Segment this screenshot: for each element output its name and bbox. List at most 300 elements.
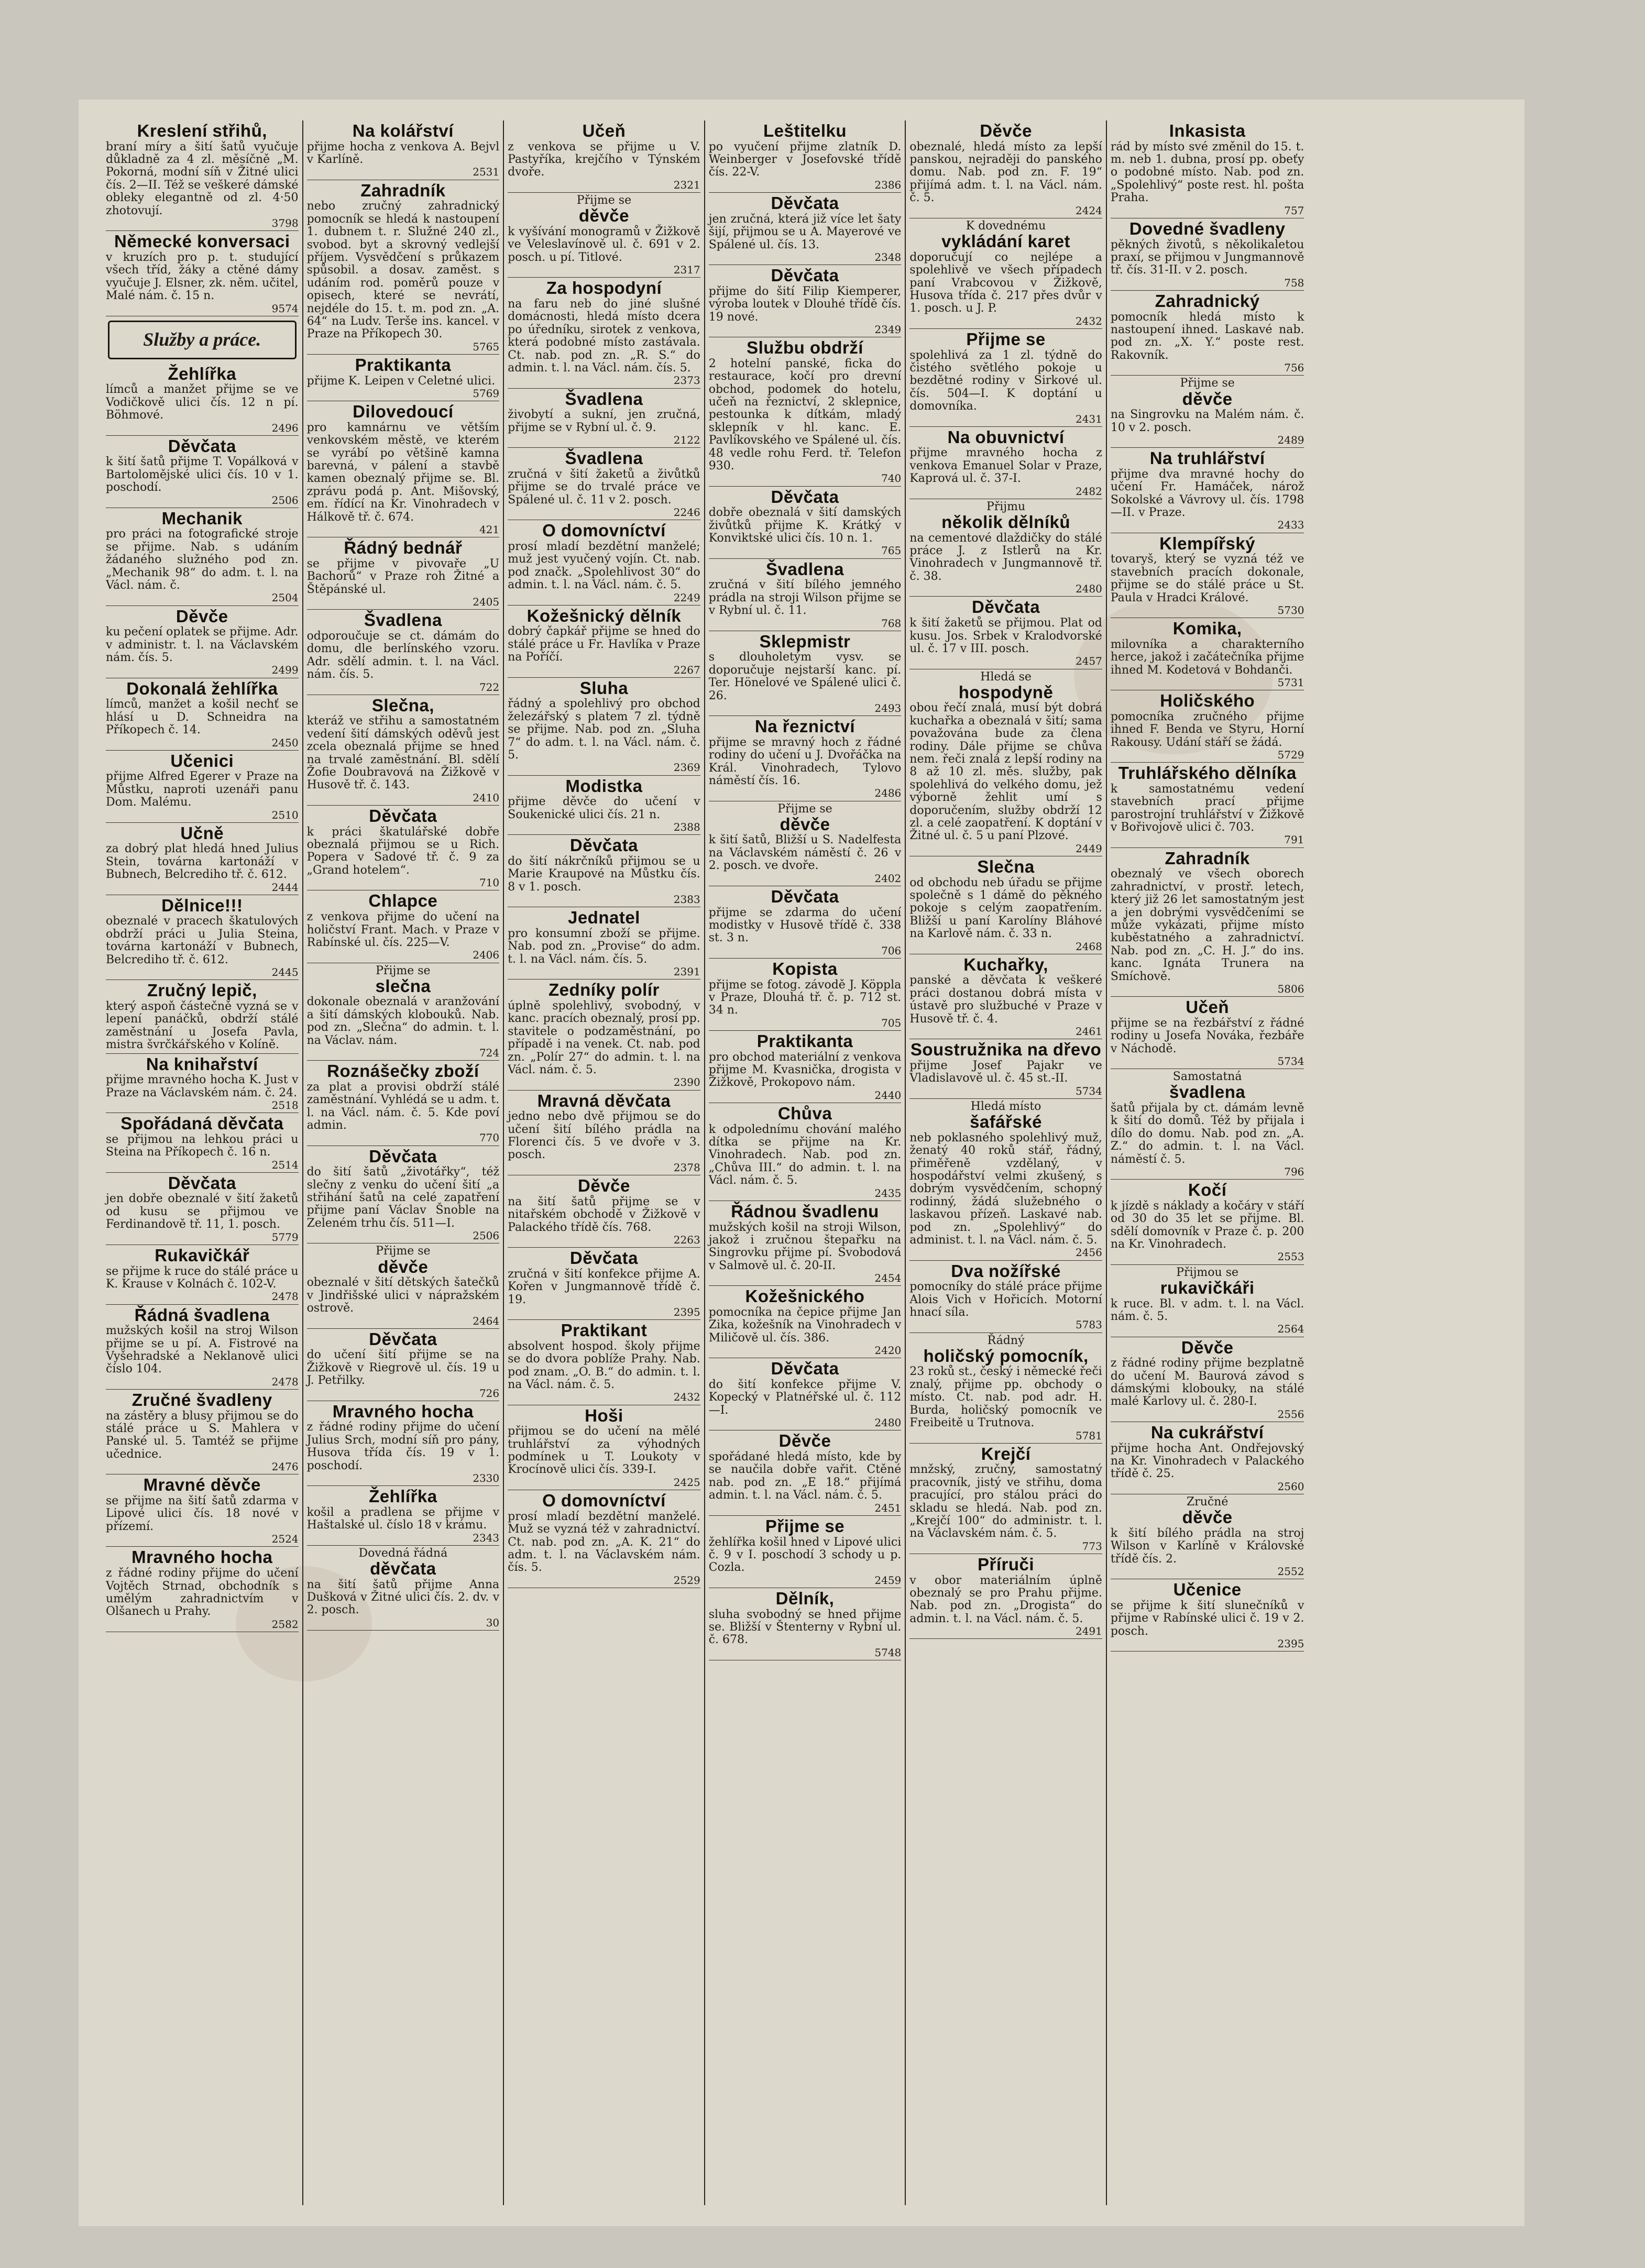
ad-number: 2263 bbox=[673, 1233, 700, 1246]
ad-title: Krejčí bbox=[981, 1444, 1031, 1463]
ad-title: děvče bbox=[1182, 389, 1233, 409]
ad-pretitle: Přijme se bbox=[376, 964, 431, 977]
classified-ad bbox=[508, 1405, 700, 1490]
classified-ad bbox=[909, 499, 1102, 597]
ad-pretitle: Přijme se bbox=[376, 1245, 431, 1258]
ad-text: límců, manžet a košil nechť se hlásí u D. Schneidra na Příkopech č. 14. bbox=[106, 698, 299, 737]
column-4 bbox=[705, 120, 906, 2205]
ad-text: za plat a provisi obdrží stálé zaměstnání. Vyhlédá se u adm. t. l. na Václ. nám. č. 5. Kde poví admin. bbox=[306, 1080, 500, 1132]
ad-pretitle: Přijme se bbox=[576, 194, 632, 207]
ad-text: dokonale obeznalá v aranžování a šití dámských klobouků. Nab. pod zn. „Slečna“ do admin. t. l. na Václav. nám. bbox=[306, 995, 500, 1047]
classified-ad bbox=[909, 1099, 1102, 1261]
ad-number: 2480 bbox=[874, 1416, 902, 1429]
ad-text: pomocník hledá místo k nastoupení ihned. Laskavé nab. pod zn. „X. Y.“ poste rest. Rakovník. bbox=[1110, 310, 1304, 362]
ad-number: 2556 bbox=[1277, 1407, 1304, 1421]
ad-text: přijme se na řezbářství z řádné rodiny u Josefa Nováka, řezbáře v Náchodě. bbox=[1110, 1016, 1304, 1055]
ad-title: Zahradník bbox=[360, 180, 446, 200]
ad-number: 2518 bbox=[271, 1098, 299, 1111]
ad-number: 2431 bbox=[1075, 412, 1102, 425]
ad-text: v obor materiálním úplně obeznalý se pro Prahu přijme. Nab. pod zn. „Drogista“ do admin. t. l. na Václ. nám. č. 5. bbox=[909, 1573, 1102, 1625]
ad-number: 2445 bbox=[271, 966, 299, 979]
ad-text: pro práci na fotografické stroje se přijme. Nab. s udáním žádaného služného pod zn. „Mechanik 98“ do adm. t. l. na Václ. nám. č. bbox=[106, 527, 299, 592]
classified-ad bbox=[909, 1261, 1102, 1333]
ad-number: 9574 bbox=[271, 302, 299, 315]
ad-text: na Singrovku na Malém nám. č. 10 v 2. posch. bbox=[1110, 408, 1304, 434]
classified-ad bbox=[307, 610, 500, 695]
ad-title: Rukavičkář bbox=[155, 1245, 250, 1265]
classified-ad bbox=[909, 218, 1102, 329]
ad-title: Komika, bbox=[1172, 619, 1242, 638]
ad-number: 2321 bbox=[673, 178, 700, 191]
ad-text: prosí mladí bezdětní manželé; muž jest vyučený vojín. Ct. nab. pod značk. „Spolehlivost 30“ do admin. t. l. na Václ. nám. č. 5. bbox=[508, 540, 700, 592]
ad-title: Příruči bbox=[978, 1554, 1035, 1574]
ad-number: 2461 bbox=[1075, 1025, 1102, 1038]
ad-title: Holičského bbox=[1160, 691, 1255, 711]
ad-text: 2 hotelní panské, ficka do restaurace, kočí pro drevní obchod, podomek do hotelu, učeň na řeznictví, 2 sklepnice, pestounka k dítkám, mladý sklepník v hl. kanc. E. Pavlíkovského ve Spálené ul. čís. 48 vedle rohu Ferd. tř. Telefon 930. bbox=[708, 357, 902, 473]
ad-number: 2582 bbox=[271, 1617, 299, 1631]
ad-number: 2405 bbox=[473, 596, 500, 609]
ad-text: jen zručná, která již více let šaty šijí, přijmou se u A. Mayerové ve Spálené ul. čís. 13. bbox=[708, 212, 902, 251]
ad-title: Žehlířka bbox=[369, 1487, 437, 1506]
ad-title: Děvčata bbox=[369, 1146, 437, 1166]
ad-text: obeznalé v pracech škatulových obdrží práci u Julia Steina, továrna kartonáží v Bubnech, Belcrediho tř. č. 612. bbox=[106, 915, 299, 966]
ad-text: přijme Josef Pajakr ve Vladislavově ul. č. 45 st.-II. bbox=[909, 1059, 1102, 1085]
ad-number: 770 bbox=[479, 1131, 500, 1144]
ad-number: 756 bbox=[1284, 361, 1304, 375]
ad-title: děvče bbox=[578, 206, 629, 226]
ad-title: Jednatel bbox=[567, 908, 640, 928]
ad-text: na šití šatů přijme Anna Dušková v Žitné ulici čís. 2. dv. v 2. posch. bbox=[306, 1578, 500, 1617]
ad-number: 2432 bbox=[673, 1391, 700, 1404]
ad-number: 2553 bbox=[1277, 1250, 1304, 1263]
ad-text: přijme do šití Filip Kiemperer, výroba loutek v Dlouhé třídě čís. 19 nové. bbox=[708, 284, 902, 324]
classified-ad bbox=[909, 1039, 1102, 1099]
ad-title: Kopista bbox=[772, 959, 838, 978]
classified-ad bbox=[307, 806, 500, 890]
ad-number: 2383 bbox=[673, 893, 700, 906]
ad-number: 2454 bbox=[874, 1272, 902, 1285]
classified-ad bbox=[709, 265, 902, 337]
ad-text: přijme hocha Ant. Ondřejovský na Kr. Vinohradech v Palackého třídě č. 25. bbox=[1110, 1441, 1304, 1481]
ad-number: 2493 bbox=[874, 701, 902, 714]
ad-title: Děvčata bbox=[369, 806, 437, 826]
ad-number: 5734 bbox=[1075, 1084, 1102, 1097]
ad-number: 2249 bbox=[673, 591, 700, 604]
ad-pretitle: Řádný bbox=[987, 1334, 1025, 1347]
ad-number: 2552 bbox=[1277, 1565, 1304, 1578]
ad-text: kteráž ve střihu a samostatném vedení šití dámských oděvů jest zcela obeznalá přijme se hned na trvalé zaměstnání. Bl. sdělí Žofie Doubravová na Žižkově v Husově tř. č. 143. bbox=[306, 714, 500, 792]
ad-title: Děvčata bbox=[569, 835, 638, 855]
classified-ad bbox=[909, 597, 1102, 669]
ad-title: O domovníctví bbox=[542, 521, 666, 541]
ad-number: 2499 bbox=[271, 664, 299, 677]
ad-number: 2425 bbox=[673, 1476, 700, 1489]
ad-text: šatů přijala by ct. dámám levně k šití do domů. Též by přijala i dílo do domu. Nab. pod zn. „A. Z.“ do admin. t. l. na Václ. náměstí č. 5. bbox=[1110, 1102, 1304, 1166]
ad-text: obou řečí znalá, musí být dobrá kuchařka a obeznalá v šití; sama považována bude za člena rodiny. Dále přijme se chůva nem. řeči znalá z lepší rodiny na 8 až 10 zl. měs. služby, pak spolehlivá do velkého domu, jež výborně žehlit umí s doporučením, služby obdrží 12 zl. a celé zaopatření. K doptání v Žitné ul. č. 5 u paní Plzové. bbox=[909, 701, 1102, 843]
ad-number: 2468 bbox=[1075, 940, 1102, 953]
ad-text: z venkova se přijme u V. Pastyříka, krejčího v Týnském dvoře. bbox=[508, 140, 700, 179]
ad-title: Modistka bbox=[565, 776, 643, 796]
classified-ad bbox=[307, 120, 500, 180]
ad-title: hospodyně bbox=[958, 682, 1054, 702]
ad-text: rád by místo své změnil do 15. t. m. neb 1. dubna, prosí pp. obeťy o podobné místo. Nab. pod zn. „Spolehlivý“ poste rest. hl. pošta Praha. bbox=[1110, 140, 1304, 205]
ad-text: přijme se zdarma do učení modistky v Husově třídě č. 338 st. 3 n. bbox=[708, 906, 902, 945]
classified-ad bbox=[106, 508, 299, 606]
ad-number: 726 bbox=[479, 1386, 500, 1400]
ad-title: Děvče bbox=[980, 121, 1032, 140]
ad-text: k odpolednímu chování malého dítka se přijme na Kr. Vinohradech. Nab. pod zn. „Chůva III.“ do admin. t. l. na Václ. nám. č. 5. bbox=[708, 1122, 902, 1187]
ad-title: Děvčata bbox=[569, 1248, 638, 1268]
ad-text: který aspoň částečně vyzná se v lepení panáčků, obdrží stálé zaměstnání u Josefa Pavla, mistra švrčkářského v Kolíně. bbox=[106, 999, 299, 1052]
ad-number: 2348 bbox=[874, 250, 902, 263]
ad-text: pomocníka zručného přijme ihned F. Benda ve Styru, Horní Rakousy. Udání stáří se žádá. bbox=[1110, 710, 1304, 749]
ad-pretitle: Hledá se bbox=[980, 670, 1032, 684]
ad-text: úplně spolehlivý, svobodný, v kanc. pracích obeznalý, prosí pp. stavitele o podzaměstnání, po případě i na venek. Ct. nab. pod zn. „Polír 27“ do admin. t. l. na Václ. nám. č. 5. bbox=[508, 999, 700, 1076]
section-heading: Služby a práce. bbox=[108, 321, 297, 359]
classified-ad bbox=[508, 605, 700, 678]
ad-title: Inkasista bbox=[1169, 121, 1246, 140]
ad-pretitle: K dovednému bbox=[966, 219, 1046, 233]
ad-number: 2459 bbox=[874, 1573, 902, 1587]
ad-number: 768 bbox=[881, 616, 902, 630]
ad-text: se přijmou na lehkou práci u Steina na Příkopech č. 16 n. bbox=[106, 1132, 299, 1159]
classified-ad bbox=[508, 1320, 700, 1405]
ad-number: 710 bbox=[479, 876, 500, 889]
ad-text: zručná v šití bílého jemného prádla na stroji Wilson přijme se v Rybní ul. č. 11. bbox=[708, 578, 902, 618]
classified-ad bbox=[709, 631, 902, 716]
ad-title: Sluha bbox=[579, 678, 629, 698]
classified-ad bbox=[1111, 120, 1304, 218]
ad-number: 3798 bbox=[271, 217, 299, 230]
classified-ad bbox=[1111, 1422, 1304, 1494]
ad-text: pro obchod materiální z venkova přijme M. Kvasnička, drogista v Žižkově, Prokopovo nám. bbox=[708, 1050, 902, 1089]
classified-ad bbox=[508, 389, 700, 448]
ad-pretitle: Samostatná bbox=[1172, 1070, 1242, 1084]
classified-ad bbox=[508, 907, 700, 979]
ad-text: dobře obeznalá v šití damských živůtků přijme K. Krátký v Konviktské ulici čís. 10 n. 1. bbox=[708, 506, 902, 545]
ad-title: Truhlářského dělníka bbox=[1118, 763, 1297, 783]
ad-text: přijme Alfred Egerer v Praze na Můstku, naproti uzenáři panu Dom. Malému. bbox=[106, 770, 299, 809]
ad-number: 2531 bbox=[473, 166, 500, 179]
ad-title: Na obuvnictví bbox=[947, 427, 1065, 447]
ad-text: přijme se mravný hoch z řádné rodiny do učení u J. Dvořáčka na Král. Vinohradech, Tylovo náměstí čís. 16. bbox=[708, 735, 902, 788]
ad-number: 2373 bbox=[673, 374, 700, 387]
ad-title: Děvčata bbox=[168, 1173, 236, 1193]
ad-text: pro kamnárnu ve větším venkovském městě, ve kterém se vyrábí po většině kamna barevná, v pálení a stavbě kamen obeznalý přijme se. Bl. zprávu podá p. Ant. Mišovský, em. řídící na Kr. Vinohradech v Hálkově tř. č. 674. bbox=[306, 421, 500, 524]
ad-number: 2504 bbox=[271, 591, 299, 604]
ad-number: 2122 bbox=[673, 434, 700, 446]
ad-number: 2317 bbox=[673, 263, 700, 277]
ad-number: 5731 bbox=[1277, 676, 1304, 689]
ad-number: 2529 bbox=[673, 1573, 700, 1587]
classified-ad bbox=[508, 1248, 700, 1320]
classified-ad bbox=[709, 959, 902, 1031]
classified-ad bbox=[709, 886, 902, 959]
ad-text: k šití šatů, Bližší u S. Nadelfesta na Václavském náměstí č. 26 v 2. posch. ve dvoře. bbox=[708, 833, 902, 873]
classified-ad bbox=[106, 1547, 299, 1632]
ad-text: se přijme k šití slunečníků v přijme v Rabínské ulici č. 19 v 2. posch. bbox=[1110, 1599, 1304, 1638]
ad-number: 2450 bbox=[271, 736, 299, 749]
classified-ad bbox=[307, 1243, 500, 1328]
ad-text: do šití nákrčníků přijmou se u Marie Kraupové na Můstku čís. 8 v 1. posch. bbox=[508, 854, 700, 894]
ad-number: 2406 bbox=[473, 949, 500, 962]
classified-ad bbox=[909, 954, 1102, 1039]
classified-ad bbox=[1111, 448, 1304, 533]
ad-title: Řádný bednář bbox=[344, 538, 463, 558]
ad-number: 2246 bbox=[673, 506, 700, 519]
ad-number: 30 bbox=[486, 1616, 500, 1629]
ad-text: přijmou se do učení na mělé truhlářství za výhodných podmínek u T. Loukoty v Krocínově ulici čís. 339-I. bbox=[508, 1425, 700, 1477]
ad-number: 2433 bbox=[1277, 519, 1304, 532]
ad-number: 5781 bbox=[1075, 1429, 1102, 1442]
ad-number: 2482 bbox=[1075, 485, 1102, 498]
ad-title: Německé konversaci bbox=[114, 232, 290, 251]
ad-title: holičský pomocník, bbox=[923, 1346, 1089, 1366]
ad-title: Děvčata bbox=[771, 266, 839, 285]
ad-number: 706 bbox=[881, 944, 902, 957]
ad-number: 5765 bbox=[473, 340, 500, 353]
ad-title: rukavičkáři bbox=[1160, 1278, 1255, 1297]
ad-title: Kožešnického bbox=[745, 1286, 865, 1306]
classified-ad bbox=[709, 801, 902, 886]
ad-text: k šití bílého prádla na stroj Wilson v Karlíně v Královské třídě čís. 2. bbox=[1110, 1526, 1304, 1566]
ad-title: Za hospodyní bbox=[546, 278, 662, 298]
ad-title: Děvčata bbox=[168, 436, 236, 456]
classified-ad bbox=[106, 364, 299, 436]
ad-number: 2388 bbox=[673, 821, 700, 834]
ad-text: mnžský, zručný, samostatný pracovník, jistý ve střihu, doma pracující, pro stálou práci do skladu se hledá. Nab. pod zn. „Krejčí 100“ do administr. t. l. na Václavském nám. č. 5. bbox=[909, 1463, 1102, 1540]
ad-title: Kožešnický dělník bbox=[527, 605, 682, 625]
ad-title: Dovedné švadleny bbox=[1129, 218, 1286, 238]
ad-title: Sklepmistr bbox=[759, 631, 851, 651]
classified-ad bbox=[709, 1103, 902, 1201]
ad-text: ku pečení oplatek se přijme. Adr. v administr. t. l. na Václavském nám. čís. 5. bbox=[106, 625, 299, 665]
ad-title: Klempířský bbox=[1159, 533, 1256, 553]
ad-title: Leštitelku bbox=[763, 121, 847, 140]
ad-number: 5783 bbox=[1075, 1318, 1102, 1331]
ad-title: Učenice bbox=[1173, 1580, 1242, 1600]
ad-number: 740 bbox=[881, 472, 902, 485]
classified-ad bbox=[106, 1113, 299, 1173]
ad-text: žehlířka košil hned v Lipové ulici č. 9 v I. poschodí 3 schody u p. Cozla. bbox=[708, 1535, 902, 1575]
ad-number: 2491 bbox=[1075, 1625, 1102, 1638]
ad-title: Děvčata bbox=[972, 597, 1040, 617]
classified-ad bbox=[307, 537, 500, 610]
ad-text: odporoučuje se ct. dámám do domu, dle berlínského vzoru. Adr. sdělí admin. t. l. na Václ. nám. čís. 5. bbox=[306, 629, 500, 681]
ad-title: Kreslení střihů, bbox=[137, 121, 267, 140]
ad-number: 2456 bbox=[1075, 1246, 1102, 1259]
classified-ad bbox=[307, 355, 500, 401]
classified-ad bbox=[106, 1305, 299, 1390]
classified-ad bbox=[307, 890, 500, 963]
ad-text: nebo zručný zahradnický pomocník se hledá k nastoupení 1. dubnem t. r. Služné 240 zl., svobod. byt a skrovný vedlejší příjem. Vysvědčení s průkazem spůsobil. a dosav. zaměst. s udáním rod. poměrů pouze v opisech, které se nevrátí, nejdéle do 15. t. m. pod zn. „A. 64“ na Ludv. Terše ins. kancel. v Praze na Příkopech 30. bbox=[306, 200, 500, 341]
ad-title: Hoši bbox=[585, 1405, 623, 1425]
ad-title: Děvče bbox=[578, 1176, 630, 1196]
ad-pretitle: Hledá místo bbox=[970, 1099, 1041, 1113]
ad-title: Zahradník bbox=[1165, 848, 1250, 868]
classified-ad bbox=[1111, 848, 1304, 997]
ad-text: neb poklasného spolehlivý muž, ženatý 40 roků stář, řádný, přiměřeně vzdělaný, v hospodářství velmi zkušený, s dobrým vysvědčením, schopný rodinný, žádá služebného o laskavou přízeň. Laskavé nab. pod zn. „Spolehlivý“ do administ. t. l. na Václ. nám. č. 5. bbox=[909, 1131, 1102, 1247]
classified-ad bbox=[1111, 997, 1304, 1069]
ad-number: 2510 bbox=[271, 808, 299, 821]
ad-number: 5729 bbox=[1277, 748, 1304, 761]
ad-number: 2395 bbox=[1277, 1637, 1304, 1650]
ad-text: milovníka a charakterního herce, jakož i začátečníka přijme ihned M. Kodetová v Bohdanči. bbox=[1110, 637, 1304, 677]
ad-number: 705 bbox=[881, 1016, 902, 1029]
classified-ad bbox=[709, 716, 902, 801]
ad-text: na faru neb do jiné slušné domácnosti, hledá místo dcera po úředníku, sirotek z venkova, která podobné místo zastávala. Ct. nab. pod zn. „R. S.“ do admin. t. l. na Václ. nám. čís. 5. bbox=[508, 297, 700, 375]
ad-text: k ruce. Bl. v adm. t. l. na Václ. nám. č. 5. bbox=[1110, 1297, 1304, 1323]
classified-ad bbox=[508, 120, 700, 193]
ad-text: řádný a spolehlivý pro obchod železářský s platem 7 zl. týdně se přijme. Nab. pod zn. „Sluha 7“ do adm. t. l. na Václ. nám. č. 5. bbox=[508, 697, 700, 762]
ad-number: 2391 bbox=[673, 965, 700, 978]
ad-text: na cementové dlaždičky do stálé práce J. z Istlerů na Kr. Vinohradech v Jungmannově tř. č. 38. bbox=[909, 531, 1102, 583]
ad-number: 765 bbox=[881, 544, 902, 557]
ad-number: 2514 bbox=[271, 1158, 299, 1171]
ad-number: 2451 bbox=[874, 1501, 902, 1514]
ad-text: spořádané hledá místo, kde by se naučila dobře vařit. Ctěné nab. pod zn. „E 18.“ přijímá admin. t. l. na Václ. nám. č. 5. bbox=[708, 1450, 902, 1502]
classified-ad bbox=[709, 1201, 902, 1286]
classified-ad bbox=[909, 856, 1102, 954]
classified-ad bbox=[909, 1333, 1102, 1444]
ad-number: 2390 bbox=[673, 1076, 700, 1089]
ad-title: děvče bbox=[780, 814, 830, 834]
classified-ad bbox=[307, 1486, 500, 1546]
classified-ad bbox=[508, 1091, 700, 1175]
ad-number: 2330 bbox=[473, 1472, 500, 1485]
classified-ad bbox=[508, 1490, 700, 1588]
ad-title: Praktikanta bbox=[355, 355, 452, 375]
classified-ad bbox=[508, 835, 700, 907]
classified-ad bbox=[106, 1390, 299, 1474]
ad-title: Děvčata bbox=[771, 193, 839, 213]
ad-text: zručná v šití žaketů a živůtků přijme se do trvalé práce ve Spálené ul. č. 11 v 2. posch. bbox=[508, 467, 700, 507]
classified-ad bbox=[1111, 376, 1304, 448]
ad-number: 773 bbox=[1082, 1539, 1102, 1553]
ad-text: za dobrý plat hledá hned Julius Stein, továrna kartonáží v Bubnech, Belcrediho tř. č. 612. bbox=[106, 842, 299, 882]
ad-number: 2424 bbox=[1075, 204, 1102, 217]
ad-text: z venkova přijme do učení na holičství Frant. Mach. v Praze v Rabínské ul. čís. 225—V. bbox=[306, 910, 500, 949]
ad-number: 5748 bbox=[874, 1646, 902, 1659]
ad-text: mužských košil na stroj Wilson přijme se u pí. A. Fistrové na Vyšehradské a Neklanově ulici číslo 104. bbox=[106, 1324, 299, 1376]
ad-text: od obchodu neb úřadu se přijme společně s 1 dámě do pěkného pokoje s celým zaopatřením. Bližší u paní Karolíny Bláhové na Karlově nám. č. 33 n. bbox=[909, 876, 1102, 941]
ad-title: Žehlířka bbox=[168, 364, 237, 383]
ad-number: 2506 bbox=[271, 493, 299, 507]
ad-number: 758 bbox=[1284, 276, 1304, 289]
ad-number: 796 bbox=[1284, 1165, 1304, 1179]
classified-ad bbox=[709, 1286, 902, 1358]
ad-title: Slečna bbox=[977, 856, 1035, 876]
classified-ad bbox=[106, 895, 299, 980]
ad-title: Děvče bbox=[176, 606, 228, 626]
ad-number: 724 bbox=[479, 1046, 500, 1059]
ad-text: k šití žaketů se přijmou. Plat od kusu. Jos. Srbek v Kralodvorské ul. č. 17 v III. posch. bbox=[909, 616, 1102, 655]
ad-title: Službu obdrží bbox=[747, 338, 863, 358]
ad-text: do učení šití přijme se na Žižkově v Riegrově ul. čís. 19 u J. Petřilky. bbox=[306, 1348, 500, 1388]
ad-title: Dva nožířské bbox=[951, 1261, 1061, 1281]
classified-ad bbox=[508, 193, 700, 278]
classified-ad bbox=[1111, 1494, 1304, 1579]
ad-title: Řádná švadlena bbox=[134, 1305, 270, 1325]
ad-text: živobytí a sukní, jen zručná, přijme se v Rybní ul. č. 9. bbox=[508, 408, 700, 434]
ad-text: dobrý čapkář přijme se hned do stálé práce u Fr. Havlíka v Praze na Poříčí. bbox=[508, 625, 700, 664]
ad-text: přijme mravného hocha z venkova Emanuel Solar v Praze, Kaprová ul. č. 37-I. bbox=[909, 446, 1102, 486]
classified-ad bbox=[909, 427, 1102, 499]
ad-number: 5806 bbox=[1277, 982, 1304, 995]
ad-title: O domovníctví bbox=[542, 1491, 666, 1511]
classified-ad bbox=[1111, 291, 1304, 376]
classified-ad bbox=[709, 337, 902, 486]
classified-ad bbox=[909, 1444, 1102, 1554]
classified-ad bbox=[508, 678, 700, 776]
ad-text: přijme se fotog. závodě J. Köppla v Praze, Dlouhá tř. č. p. 712 st. 34 n. bbox=[708, 978, 902, 1017]
ad-text: se přijme v pivovaře „U Bachorů“ v Praze roh Žitné a Štěpánské ul. bbox=[306, 557, 500, 596]
classified-ad bbox=[307, 695, 500, 806]
classified-ad bbox=[106, 751, 299, 823]
ad-text: sluha svobodný se hned přijme se. Bližší v Štenterny v Rybní ul. č. 678. bbox=[708, 1608, 902, 1647]
ad-title: Mravného hocha bbox=[131, 1547, 273, 1567]
ad-title: Kočí bbox=[1188, 1180, 1227, 1200]
ad-text: s dlouholetým vysv. se doporučuje nejstarší kanc. pí. Ter. Hönelové ve Spálené ulici č. 26. bbox=[708, 651, 902, 702]
ad-title: Dělník, bbox=[775, 1588, 835, 1608]
ad-text: pěkných životů, s několikaletou praxí, se přijmou v Jungmannově tř. čís. 31-II. v 2. posch. bbox=[1110, 238, 1304, 277]
classified-ad bbox=[508, 520, 700, 605]
ad-title: Chůva bbox=[777, 1104, 832, 1123]
ad-text: mužských košil na stroji Wilson, jakož i zručnou štepařku na Singrovku přijme pí. Svobodová v Salmově ul. č. 20-II. bbox=[708, 1220, 902, 1272]
classified-ad bbox=[106, 1245, 299, 1305]
classified-ad bbox=[709, 1358, 902, 1430]
ad-title: Praktikanta bbox=[756, 1031, 853, 1051]
ad-text: se přijme na šití šatů zdarma v Lipové ulici čís. 18 nové v přízemí. bbox=[106, 1494, 299, 1533]
ad-number: 2478 bbox=[271, 1290, 299, 1303]
classified-ad bbox=[709, 1031, 902, 1103]
ad-number: 2435 bbox=[874, 1186, 902, 1199]
ad-number: 2378 bbox=[673, 1161, 700, 1174]
ad-title: slečna bbox=[375, 976, 431, 996]
ad-number: 2464 bbox=[473, 1314, 500, 1327]
classified-ad bbox=[1111, 763, 1304, 847]
ad-number: 2444 bbox=[271, 880, 299, 894]
ad-pretitle: Přijme se bbox=[777, 802, 832, 816]
classified-ad bbox=[106, 231, 299, 316]
classified-ad bbox=[307, 180, 500, 355]
ad-number: 757 bbox=[1284, 204, 1304, 217]
classified-ad bbox=[106, 436, 299, 508]
ad-title: Přijme se bbox=[966, 329, 1046, 349]
ad-number: 2560 bbox=[1277, 1480, 1304, 1493]
ad-number: 2524 bbox=[271, 1533, 299, 1546]
ad-text: přijme mravného hocha K. Just v Praze na Václavském nám. č. 24. bbox=[106, 1073, 299, 1099]
ad-number: 2343 bbox=[473, 1531, 500, 1544]
classified-ad bbox=[307, 963, 500, 1061]
ad-number: 5779 bbox=[271, 1230, 299, 1243]
ad-text: pomocníka na čepice přijme Jan Zika, kožešník na Vinohradech v Miličově ul. čís. 386. bbox=[708, 1305, 902, 1345]
ad-title: Švadlena bbox=[565, 389, 643, 409]
ad-title: Řádnou švadlenu bbox=[731, 1201, 879, 1221]
classified-columns bbox=[102, 120, 1509, 2205]
column-2 bbox=[303, 120, 505, 2205]
ad-text: panské a děvčata k veškeré práci dostanou dobrá místa v ústavě pro službuché v Praze v Husově tř. č. 4. bbox=[909, 974, 1102, 1026]
column-1 bbox=[102, 120, 303, 2205]
ad-number: 421 bbox=[479, 523, 500, 536]
ad-text: po vyučení přijme zlatník D. Weinberger v Josefovské třídě čís. 22-V. bbox=[708, 140, 902, 179]
ad-text: na zástěry a blusy přijmou se do stálé práce u S. Mahlera v Panské ul. 5. Tamtéž se přijme učednice. bbox=[106, 1409, 299, 1461]
ad-text: zručná v šití konfekce přijme A. Kořen v Jungmannově třídě č. 19. bbox=[508, 1267, 700, 1306]
classified-ad bbox=[508, 1175, 700, 1248]
ad-title: několik dělníků bbox=[941, 512, 1071, 532]
ad-title: Soustružnika na dřevo bbox=[910, 1040, 1102, 1060]
ad-number: 722 bbox=[479, 680, 500, 693]
